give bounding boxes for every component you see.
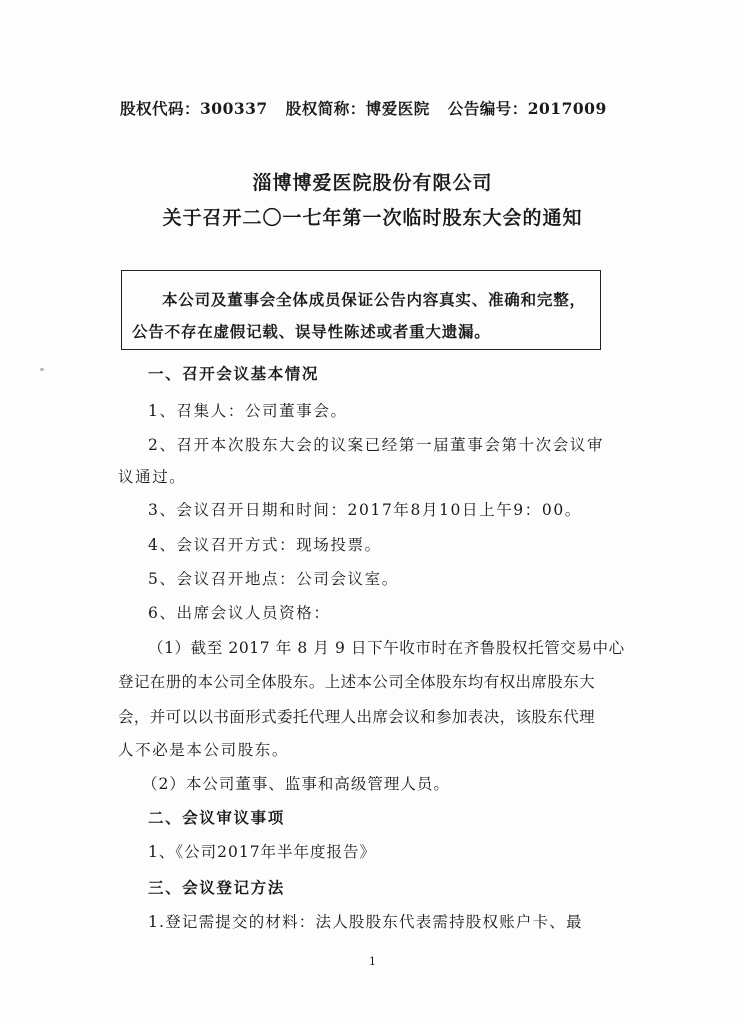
section-3-heading: 三、会议登记方法 bbox=[148, 878, 285, 897]
item-6-1-line-2: 登记在册的本公司全体股东。上述本公司全体股东均有权出席股东大 bbox=[118, 673, 596, 691]
notice-number: 公告编号：2017009 bbox=[447, 99, 607, 118]
item-6-1-line-3: 会，并可以以书面形式委托代理人出席会议和参加表决，该股东代理 bbox=[118, 708, 596, 726]
item-6-1-line-1: （1）截至 2017 年 8 月 9 日下午收市时在齐鲁股权托管交易中心 bbox=[148, 639, 625, 657]
stock-abbreviation: 股权简称：博爱医院 bbox=[285, 99, 430, 118]
item-5: 5、会议召开地点：公司会议室。 bbox=[148, 570, 399, 588]
section-3-item-1: 1.登记需提交的材料：法人股股东代表需持股权账户卡、最 bbox=[148, 913, 583, 931]
section-2-heading: 二、会议审议事项 bbox=[148, 808, 285, 827]
page-number: 1 bbox=[369, 955, 376, 968]
disclaimer-line-2: 公告不存在虚假记载、误导性陈述或者重大遗漏。 bbox=[132, 322, 491, 341]
section-2-item-1: 1、《公司2017年半年度报告》 bbox=[148, 843, 377, 861]
item-2-line-2: 议通过。 bbox=[118, 468, 187, 486]
item-1: 1、召集人：公司董事会。 bbox=[148, 402, 348, 420]
item-6: 6、出席会议人员资格： bbox=[148, 604, 331, 622]
company-title: 淄博博爱医院股份有限公司 bbox=[252, 172, 493, 194]
item-6-1-line-4: 人不必是本公司股东。 bbox=[118, 741, 290, 759]
announcement-header bbox=[120, 97, 640, 119]
scan-speck bbox=[40, 368, 44, 371]
disclaimer-line-1: 本公司及董事会全体成员保证公告内容真实、准确和完整， bbox=[162, 290, 586, 309]
item-4: 4、会议召开方式：现场投票。 bbox=[148, 536, 382, 554]
stock-code: 股权代码：300337 bbox=[120, 99, 268, 118]
notice-title: 关于召开二〇一七年第一次临时股东大会的通知 bbox=[162, 207, 583, 229]
item-2-line-1: 2、召开本次股东大会的议案已经第一届董事会第十次会议审 bbox=[148, 436, 605, 454]
item-6-2: （2）本公司董事、监事和高级管理人员。 bbox=[142, 775, 450, 793]
section-1-heading: 一、召开会议基本情况 bbox=[148, 364, 320, 383]
item-3: 3、会议召开日期和时间：2017年8月10日上午9：00。 bbox=[148, 501, 582, 519]
disclaimer-box bbox=[121, 270, 601, 350]
